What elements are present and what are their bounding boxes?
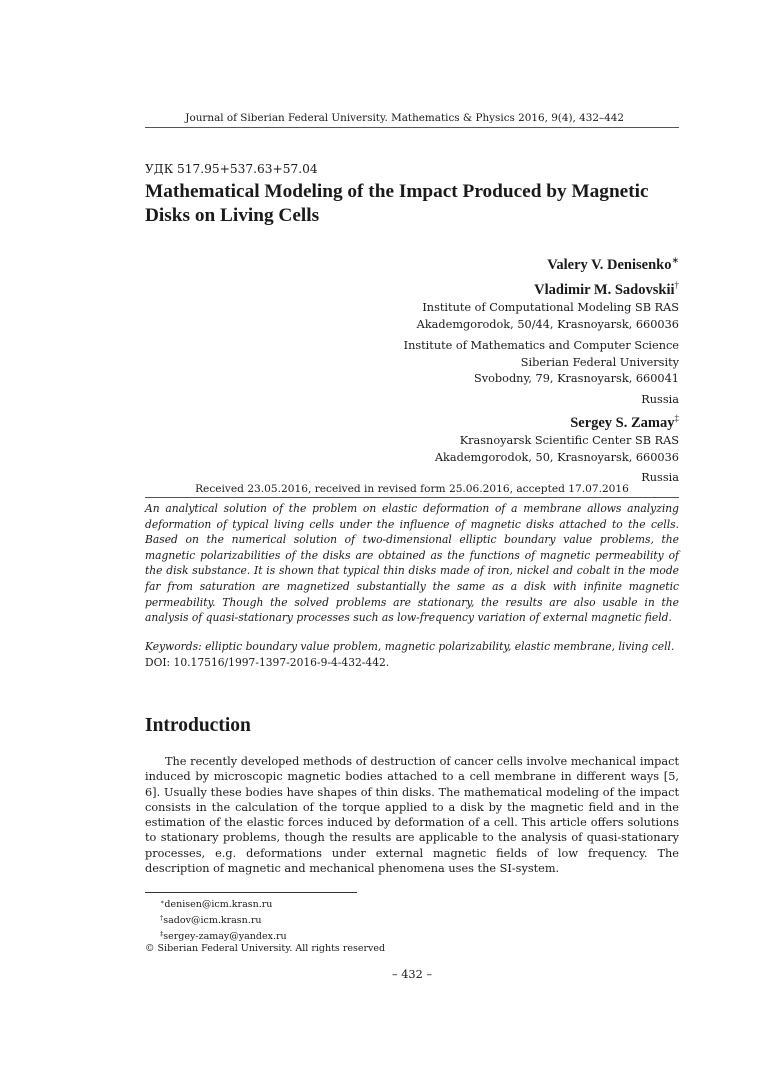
keywords-block (145, 639, 679, 670)
affiliation-2-line-3: Svobodny, 79, Krasnoyarsk, 660041 (474, 372, 679, 385)
running-head: Journal of Siberian Federal University. Mathematics & Physics 2016, 9(4), 432–442 (185, 112, 624, 124)
section-heading: Introduction (145, 715, 251, 736)
footnote-2 (145, 912, 385, 928)
footnote-3 (145, 928, 385, 944)
affiliation-2-country: Russia (641, 392, 679, 406)
abstract-rule (145, 497, 679, 498)
author-name: Sergey S. Zamay (570, 415, 675, 431)
keywords: Keywords: elliptic boundary value problem, magnetic polarizability, elastic membrane, living cell. (145, 640, 675, 653)
footnote-mark: ‡ (160, 929, 164, 938)
affiliation-2-line-2: Siberian Federal University (520, 355, 679, 369)
affiliation-3-country: Russia (641, 471, 679, 484)
received-dates: Received 23.05.2016, received in revised form 25.06.2016, accepted 17.07.2016 (195, 483, 629, 495)
copyright: © Siberian Federal University. All rights reserved (145, 943, 386, 955)
affiliation-3-line-1: Krasnoyarsk Scientific Center SB RAS (459, 434, 679, 447)
email-link[interactable]: denisen@icm.krasn.ru (164, 899, 273, 910)
footnote-mark: † (160, 913, 164, 922)
footnote-1 (145, 896, 385, 912)
footnote-mark: ‡ (674, 413, 679, 423)
footnote-rule (145, 892, 357, 893)
author-3 (404, 408, 679, 433)
affiliation-1-line-2: Akademgorodok, 50/44, Krasnoyarsk, 660036 (416, 317, 679, 331)
footnote-mark: ∗ (160, 898, 165, 906)
affiliation-1-line-1: Institute of Computational Modeling SB RAS (422, 301, 679, 314)
paper-title: Mathematical Modeling of the Impact Produced by Magnetic Disks on Living Cells (145, 181, 649, 226)
header-rule (145, 127, 679, 128)
abstract: An analytical solution of the problem on elastic deformation of a membrane allows analyzing deformation of typical living cells under the influence of magnetic disks attached to the cells. Based on the numerical solution of two-dimensional elliptic boundary value problems, the magnetic polarizabilities of the disks are obtained as the functions of magnetic permeability of the disk substance. It is shown that typical thin disks made of iron, nickel and cobalt in the mode far from saturation are magnetized substantially the same as a disk with infinite magnetic permeability. Though the solved problems are stationary, the results are also usable in the analysis of quasi-stationary processes such as low-frequency variation of external magnetic field. (145, 502, 679, 625)
author-name: Valery V. Denisenko (547, 257, 672, 273)
footnotes (145, 896, 385, 956)
email-link[interactable]: sergey-zamay@yandex.ru (163, 930, 287, 942)
affiliation-2-line-1: Institute of Mathematics and Computer Science (403, 339, 679, 352)
footnote-mark: † (674, 280, 679, 290)
email-link[interactable]: sadov@icm.krasn.ru (163, 914, 262, 926)
author-2 (404, 275, 679, 300)
author-block (404, 250, 679, 487)
author-name: Vladimir M. Sadovskii (534, 282, 675, 298)
udk-code: УДК 517.95+537.63+57.04 (145, 162, 318, 176)
doi[interactable]: DOI: 10.17516/1997-1397-2016-9-4-432-442. (145, 655, 390, 669)
footnote-mark: ∗ (671, 255, 679, 265)
intro-paragraph: The recently developed methods of destruction of cancer cells involve mechanical impact induced by microscopic magnetic bodies attached to a cell membrane in different ways [5, 6]. Usually these bodies have shapes of thin disks. The mathematical modeling of the impact consists in the calculation of the torque applied to a disk by the magnetic field and in the estimation of the elastic forces induced by deformation of a cell. This article offers solutions to stationary problems, though the results are applicable to the analysis of quasi-stationary processes, e.g. deformations under external magnetic fields of low frequency. The description of magnetic and mechanical phenomena uses the SI-system. (145, 755, 679, 876)
affiliation-3-line-2: Akademgorodok, 50, Krasnoyarsk, 660036 (434, 450, 679, 464)
author-1 (404, 250, 679, 275)
page-number: – 432 – (391, 968, 433, 981)
